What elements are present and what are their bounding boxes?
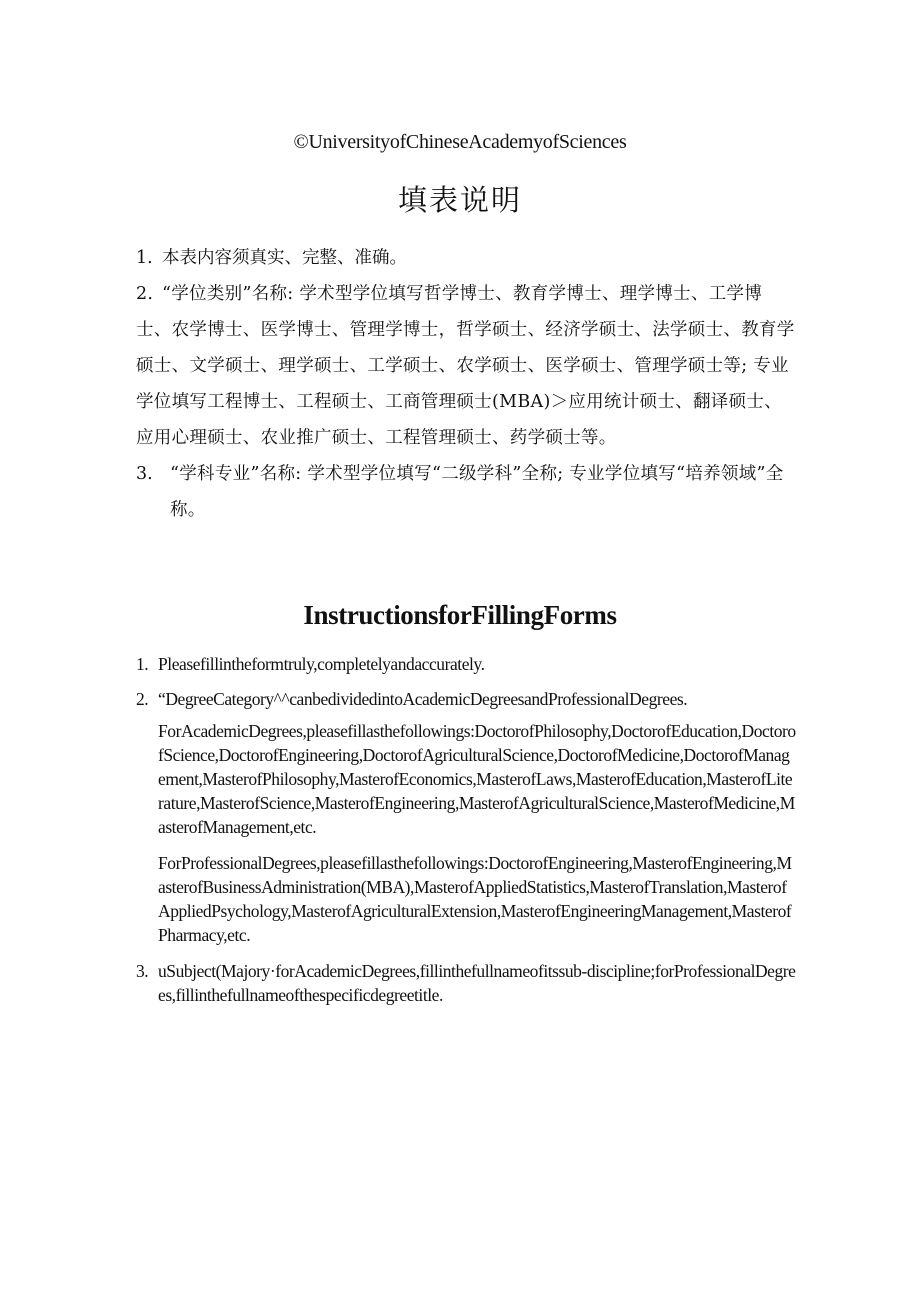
english-professional-degrees-paragraph: ForProfessionalDegrees,pleasefillasthefollowings:DoctorofEngineering,MasterofEngineering,MasterofBusinessAdministration(MBA),MasterofAppliedStatistics,MasterofTranslation,MasterofAppliedPsychology,MasterofAgriculturalExtension,MasterofEngineeringManagement,MasterofPharmacy,etc. <box>158 853 792 945</box>
english-item-number: 1. <box>136 654 149 674</box>
english-item-text: “DegreeCategory^^canbedividedintoAcademicDegreesandProfessionalDegrees. <box>158 689 688 709</box>
english-item-3 <box>136 959 796 1007</box>
chinese-item-1 <box>136 240 796 276</box>
english-item-1 <box>136 652 796 676</box>
chinese-item-text: “学科专业”名称: 学术型学位填写“二级学科”全称; 专业学位填写“培养领域”全称。 <box>170 464 784 520</box>
english-item-number: 2. <box>136 689 149 709</box>
chinese-item-number: 3. <box>136 464 153 484</box>
chinese-item-text: 本表内容须真实、完整、准确。 <box>162 248 407 268</box>
english-academic-degrees-paragraph: ForAcademicDegrees,pleasefillasthefollowings:DoctorofPhilosophy,DoctorofEducation,DoctorofScience,DoctorofEngineering,DoctorofAgriculturalScience,DoctorofMedicine,DoctorofManagement,MasterofPhilosophy,MasterofEconomics,MasterofLaws,MasterofEducation,MasterofLiterature,MasterofScience,MasterofEngineering,MasterofAgriculturalScience,MasterofMedicine,MasterofManagement,etc. <box>158 721 796 837</box>
english-item-number: 3. <box>136 961 149 981</box>
english-title: InstructionsforFillingForms <box>303 600 617 630</box>
chinese-item-2 <box>136 276 796 456</box>
chinese-item-text: “学位类别”名称: 学术型学位填写哲学博士、教育学博士、理学博士、工学博士、农学博士、医学博士、管理学博士，哲学硕士、经济学硕士、法学硕士、教育学硕士、文学硕士、理学硕士、工学硕士、农学硕士、医学硕士、管理学硕士等; 专业学位填写工程博士、工程硕士、工商管理硕士(MBA)＞应用统计硕士、翻译硕士、应用心理硕士、农业推广硕士、工程管理硕士、药学硕士等。 <box>136 284 795 448</box>
chinese-instruction-list <box>136 240 796 528</box>
english-item-text: uSubject(Majory·forAcademicDegrees,fillinthefullnameofitssub-discipline;forProfessionalDegrees,fillinthefullnameofthespecificdegreetitle. <box>158 961 796 1005</box>
chinese-item-3 <box>136 456 796 528</box>
english-item-text: Pleasefillintheformtruly,completelyandaccurately. <box>158 654 485 674</box>
copyright-line: ©UniversityofChineseAcademyofSciences <box>293 131 627 153</box>
chinese-item-number: 1. <box>136 248 153 268</box>
chinese-title: 填表说明 <box>397 183 522 217</box>
english-item-2 <box>136 687 796 711</box>
english-instruction-list <box>136 652 796 1018</box>
chinese-item-number: 2. <box>136 284 154 304</box>
